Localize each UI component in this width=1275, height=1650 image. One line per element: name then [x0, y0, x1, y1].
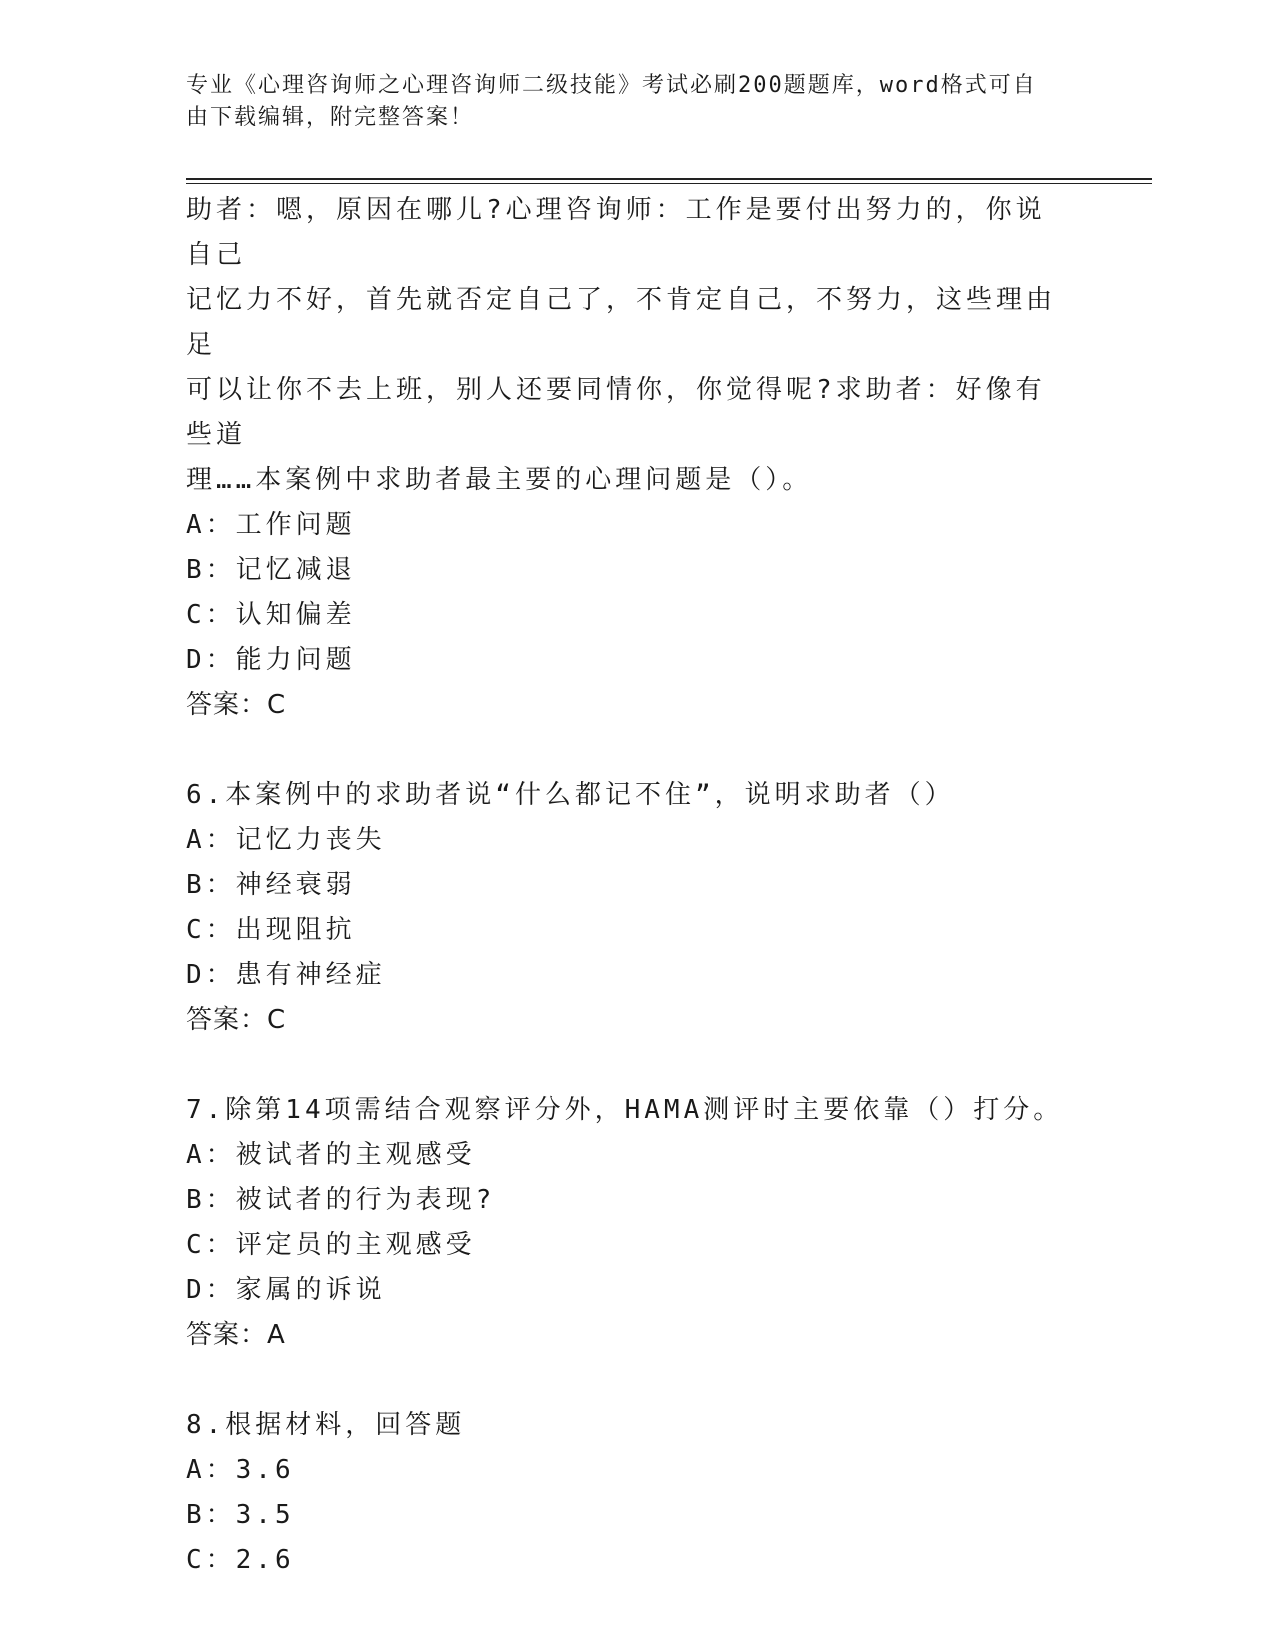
passage-line: 可以让你不去上班，别人还要同情你，你觉得呢?求助者：好像有些道: [186, 375, 1046, 450]
answer-line: 答案：C: [186, 1005, 287, 1035]
header-line-1: 专业《心理咨询师之心理咨询师二级技能》考试必刷200题题库，word格式可自: [186, 73, 1037, 98]
document-header: [186, 70, 1066, 134]
option-a: A：3.6: [186, 1455, 295, 1485]
passage-line: 理……本案例中求助者最主要的心理问题是（）。: [186, 465, 813, 495]
answer-line: 答案：C: [186, 690, 287, 720]
question-stem: 7.除第14项需结合观察评分外，HAMA测评时主要依靠（）打分。: [186, 1095, 1064, 1125]
option-c: C：认知偏差: [186, 600, 356, 630]
option-c: C：2.6: [186, 1545, 295, 1575]
option-b: B：被试者的行为表现?: [186, 1185, 496, 1215]
question-stem: 8.根据材料，回答题: [186, 1410, 466, 1440]
option-a: A：记忆力丧失: [186, 825, 386, 855]
header-line-2: 由下载编辑，附完整答案！: [186, 105, 475, 130]
header-divider-thin: [186, 183, 1152, 184]
question-8: [186, 1403, 1066, 1583]
option-c: C：出现阻抗: [186, 915, 356, 945]
spacer: [186, 1043, 1066, 1088]
answer-line: 答案：A: [186, 1320, 286, 1350]
document-body: [186, 188, 1066, 1583]
question-7: [186, 1088, 1066, 1358]
header-divider-thick: [186, 178, 1152, 180]
option-d: D：家属的诉说: [186, 1275, 386, 1305]
question-6: [186, 773, 1066, 1043]
option-a: A：被试者的主观感受: [186, 1140, 476, 1170]
spacer: [186, 728, 1066, 773]
option-d: D：患有神经症: [186, 960, 386, 990]
question-5-continuation: [186, 188, 1066, 728]
option-a: A：工作问题: [186, 510, 356, 540]
option-c: C：评定员的主观感受: [186, 1230, 476, 1260]
option-b: B：神经衰弱: [186, 870, 356, 900]
question-stem: 6.本案例中的求助者说“什么都记不住”，说明求助者（）: [186, 780, 955, 810]
spacer: [186, 1358, 1066, 1403]
passage-line: 记忆力不好，首先就否定自己了，不肯定自己，不努力，这些理由足: [186, 285, 1057, 360]
option-b: B：3.5: [186, 1500, 295, 1530]
option-b: B：记忆减退: [186, 555, 356, 585]
option-d: D：能力问题: [186, 645, 356, 675]
passage-line: 助者：嗯，原因在哪儿?心理咨询师：工作是要付出努力的，你说自己: [186, 195, 1046, 270]
